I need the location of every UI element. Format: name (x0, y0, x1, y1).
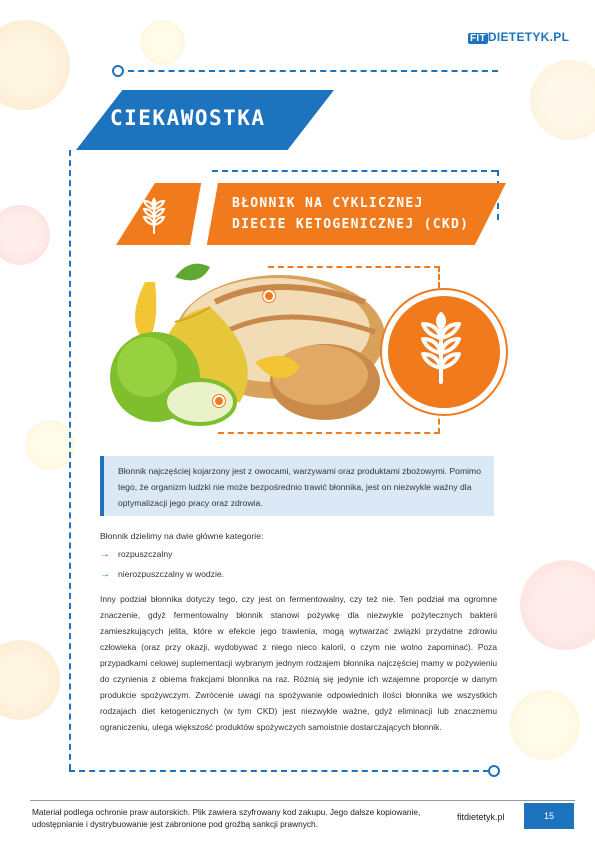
lightbulb-icon (347, 98, 387, 142)
topic-title-line2: DIECIE KETOGENICZNEJ (CKD) (232, 217, 470, 232)
decorative-orange-slice (530, 60, 595, 140)
brand-logo (468, 30, 569, 44)
frame-top-line (118, 70, 498, 72)
decorative-lemon (140, 20, 185, 65)
footer-divider (30, 800, 575, 801)
frame-dot (112, 65, 124, 77)
copyright-note: Materiał podlega ochronie praw autorskich. Plik zawiera szyfrowany kod zakupu. Jego dalsze kopiowanie, udostępnianie i dystrybuowanie jest zabronione pod groźbą sankcji prawnych. (32, 807, 421, 829)
banner-title: CIEKAWOSTKA (110, 106, 266, 130)
connector-line (268, 266, 440, 296)
topic-title (232, 193, 492, 235)
wheat-icon (405, 308, 477, 386)
connector-line (218, 400, 440, 434)
frame-left-line (69, 150, 71, 770)
wheat-icon (134, 193, 174, 235)
logo-fit: FIT (470, 33, 486, 44)
frame-dot (488, 765, 500, 777)
info-text: Błonnik najczęściej kojarzony jest z owocami, warzywami oraz produktami zbożowymi. Pomimo tego, że organizm ludzki nie może bezpośrednio trawić błonnika, jest on niezwykle ważny dla optymalizacji jego pracy oraz zdrowia. (118, 466, 481, 508)
connector-dot (263, 290, 275, 302)
decorative-grapefruit (0, 205, 50, 265)
page-number: 15 (524, 803, 574, 829)
decorative-orange-slice (0, 20, 70, 110)
connector-dot (213, 395, 225, 407)
frame-bottom-line (69, 770, 489, 772)
info-box (100, 456, 494, 516)
footer-site: fitdietetyk.pl (457, 812, 505, 822)
list-item-text: nierozpuszczalny w wodzie. (118, 569, 225, 579)
topic-title-line1: BŁONNIK NA CYKLICZNEJ (232, 196, 424, 211)
list-item (100, 546, 172, 563)
decorative-orange-slice (0, 640, 60, 720)
list-intro: Błonnik dzielimy na dwie główne kategorie: (100, 531, 264, 541)
list-item (100, 566, 224, 583)
decorative-lemon (25, 420, 75, 470)
main-paragraph: Inny podział błonnika dotyczy tego, czy jest on fermentowalny, czy też nie. Ten podział ma ogromne znaczenie, gdyż fermentowalny błonnik stanowi pożywkę dla niezwykle pożytecznych bakterii zamieszkujących jelita, które w efekcie jego trawienia, mogą wytwarzać związki przydatne zdrowiu człowieka (oraz przy okazji, wydobywać z niego nieco kalorii, o czym nie wolno zapominać). Poza przypadkami celowej suplementacji wybranym jednym rodzajem błonnika najczęściej mamy w pożywieniu do czynienia z obiema frakcjami błonnika na raz. Różnią się jedynie ich wzajemne proporcje w danym produkcie spożywczym. Zwrócenie uwagi na spożywanie odpowiednich ilości błonnika we wszystkich rodzajach diet ketogenicznych (w tym CKD) jest niezwykle ważne, gdyż eliminacji lub znacznemu ograniczeniu, ulega większość produktów spożywczych samoistnie dostarczających błonnik. (100, 594, 497, 732)
logo-rest: DIETETYK.PL (487, 30, 570, 44)
decorative-grapefruit (520, 560, 595, 650)
decorative-lemon (510, 690, 580, 760)
frame-mid-line (212, 170, 497, 172)
list-item-text: rozpuszczalny (118, 549, 173, 559)
arrow-right-icon: → (100, 549, 110, 560)
arrow-right-icon: → (100, 569, 110, 580)
